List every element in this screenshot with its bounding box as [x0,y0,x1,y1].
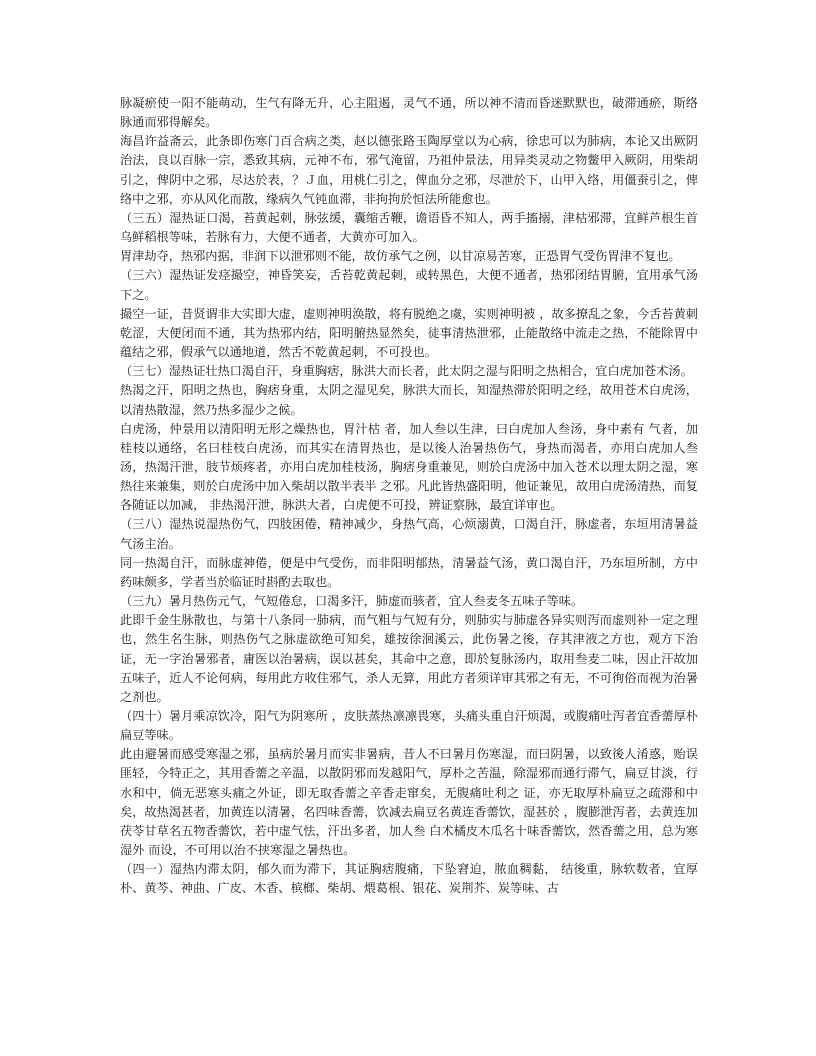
document-page [120,94,698,899]
paragraph-8: 热渴之汗，阳明之热也，胸痞身重，太阴之湿见矣，脉洪大而长，知湿热滞於阳明之经，故用苍术白虎汤，以清热散湿，然乃热多湿少之候。 [120,383,698,417]
paragraph-10: （三八）湿热说湿热伤气，四肢困倦，精神减少，身热气高，心烦溺黄，口渴自汗，脉虚者，东垣用清暑益气汤主治。 [120,517,698,551]
paragraph-9: 白虎汤，仲景用以清阳明无形之燥热也，胃汁枯 者，加人叁以生津，曰白虎加人叁汤，身中素有 气者，加桂枝以通络，名曰桂枝白虎汤，而其实在清胃热也，是以後人治暑热伤气，身热而渴者，亦用白虎加人叁汤，热渴汗泄，肢节烦疼者，亦用白虎加桂枝汤，胸痞身重兼见，则於白虎汤中加入苍术以理太阴之湿，寒热往来兼集，则於白虎汤中加入柴胡以散半表半 之邪。凡此皆热盛阳明，他证兼见，故用白虎汤清热，而复各随证以加减， 非热渴汗泄，脉洪大者，白虎便不可投，辨证察脉，最宜详审也。 [120,421,698,513]
paragraph-11: 同一热渴自汗，而脉虚神倦，便是中气受伤，而非阳明郁热，清暑益气汤，黄口渴自汗，乃东垣所制，方中药味颇多，学者当於临证时斟酌去取也。 [120,555,698,589]
paragraph-15: 此由避暑而感受寒湿之邪，虽病於暑月而实非暑病，昔人不曰暑月伤寒湿，而曰阴暑，以致後人淆惑，贻误匪轻，今特正之，其用香薷之辛温，以散阴邪而发越阳气，厚朴之苦温，除湿邪而通行滞气，扁豆甘淡，行水和中，倘无恶寒头痛之外证，即无取香薷之辛香走窜矣，无腹痛吐利之 证，亦无取厚朴扁豆之疏滞和中矣，故热渴甚者，加黄连以清暑，名四味香薷，饮减去扁豆名黄连香薷饮，湿甚於 ，腹膨泄泻者，去黄连加茯苓甘草名五物香薷饮，若中虚气怯，汗出多者，加人叁 白术橘皮木瓜名十味香薷饮，然香薷之用，总为寒湿外 而设，不可用以治不挟寒湿之暑热也。 [120,747,698,858]
paragraph-4: 胃津劫夺，热邪内据，非润下以泄邪则不能，故仿承气之例，以甘凉易苦寒，正恐胃气受伤胃津不复也。 [120,249,681,264]
paragraph-5: （三六）湿热证发痉撮空，神昏笑妄，舌苔乾黄起刺，或转黑色，大便不通者，热邪闭结胃腑，宜用承气汤下之。 [120,268,698,302]
paragraph-13: 此即千金生脉散也，与第十八条同一肺病，而气粗与气短有分，则肺实与肺虚各异实则泻而虚则补一定之理也，然生名生脉，则热伤气之脉虚欲绝可知矣，雄按徐洄溪云，此伤暑之後，存其津液之方也，观方下治证，无一字治暑邪者，庸医以治暑病，误以甚矣，其命中之意，即於复脉汤内，取用叁麦二味，因止汗故加五味子，近人不论何病，每用此方收住邪气，杀人无算，用此方者须详审其邪之有无，不可徇俗而视为治暑之剂也。 [120,613,698,704]
paragraph-2: 海昌许益斋云，此条即伤寒门百合病之类，赵以德张路玉陶厚堂以为心病，徐忠可以为肺病，本论又出厥阴治法，良以百脉一宗，悉致其病，元神不布，邪气淹留，乃祖仲景法，用异类灵动之物鳖甲入厥阴，用柴胡引之，俾阴中之邪，尽达於表，？Ｊ血，用桃仁引之，俾血分之邪，尽泄於下，山甲入络，用僵蚕引之，俾络中之邪，亦从风化而散，缘病久气钝血滞，非拘拘於恒法所能愈也。 [120,134,698,206]
paragraph-16: （四一）湿热内滞太阴，郁久而为滞下，其证胸痞腹痛，下坠窘迫，脓血稠黏， 结後重，脉软数者，宜厚朴、黄芩、神曲、广皮、木香、槟榔、柴胡、煨葛根、银花、炭荆芥、炭等味、古 [120,862,698,896]
paragraph-14: （四十）暑月乘凉饮冷，阳气为阴寒所 ，皮肤蒸热凛凛畏寒，头痛头重自汗烦渴，或腹痛吐泻者宜香薷厚朴扁豆等味。 [120,709,698,743]
paragraph-7: （三七）湿热证壮热口渴自汗，身重胸痞，脉洪大而长者，此太阴之湿与阳明之热相合，宜白虎加苍术汤。 [120,364,693,379]
paragraph-12: （三九）暑月热伤元气，气短倦怠，口渴多汗，肺虚而骇者，宜人叁麦冬五味子等味。 [120,594,584,609]
paragraph-3: （三五）湿热证口渴，苔黄起刺，脉弦缓，囊缩舌鞭，谵语昏不知人，两手搐搦，津枯邪滞，宜鲜芦根生首乌鲜稻根等味，若脉有力，大便不通者，大黄亦可加入。 [120,210,698,245]
paragraph-1: 脉凝瘀使一阳不能萌动，生气有降无升，心主阻遏，灵气不通，所以神不清而昏迷默默也，破滞通瘀，斯络脉通而邪得解矣。 [120,96,698,130]
paragraph-6: 撮空一证，昔贤谓非大实即大虚，虚则神明涣散，将有脱绝之虞，实则神明被 ，故多撩乱之象，今舌苔黄刺乾涩，大便闭而不通，其为热邪内结，阳明腑热显然矣，徒事清热泄邪，止能散络中流走之热，不能除胃中蕴结之邪，假承气以通地道，然舌不乾黄起刺，不可投也。 [120,306,698,360]
